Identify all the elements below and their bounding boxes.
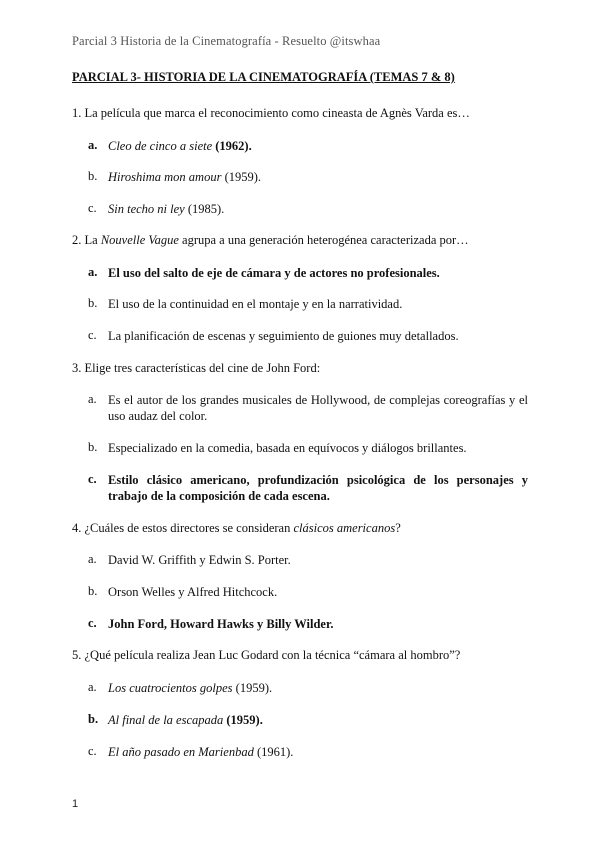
option-text: Especializado en la comedia, basada en equívocos y diálogos brillantes. [108,441,467,455]
film-title: Sin techo ni ley [108,202,185,216]
option-text: El uso de la continuidad en el montaje y en la narratividad. [108,297,403,311]
question-4-option-a [88,552,528,568]
question-2-option-b [88,296,528,312]
film-year: (1985). [184,202,225,216]
option-letter: b. [88,584,98,598]
question-1-option-c [88,201,528,217]
film-year: (1962). [212,139,252,153]
question-4-option-c [88,616,528,632]
film-title: Hiroshima mon amour [108,170,222,184]
prompt-text: ? [395,521,401,535]
option-letter: b. [88,169,98,183]
question-2-prompt [72,233,532,248]
option-letter: a. [88,552,97,566]
option-letter: a. [88,392,97,406]
question-1-option-b [88,169,528,185]
option-text [108,712,528,728]
option-text: Orson Welles y Alfred Hitchcock. [108,585,278,599]
film-year: (1959). [221,170,262,184]
prompt-italic: clásicos americanos [293,521,396,535]
option-text: Es el autor de los grandes musicales de Hollywood, de complejas coreografías y el uso audaz del color. [108,393,528,423]
page-number: 1 [72,798,79,810]
prompt-text: 2. La [72,233,101,247]
question-3-option-b [88,440,528,456]
option-letter: b. [88,296,98,310]
option-letter: c. [88,616,97,630]
option-letter: a. [88,138,98,152]
prompt-text: agrupa a una generación heterogénea caracterizada por… [178,233,469,247]
question-3-prompt: 3. Elige tres características del cine de John Ford: [72,361,321,375]
question-5-option-c [88,744,528,760]
film-title: El año pasado en Marienbad [108,745,254,759]
option-text: Estilo clásico americano, profundización psicológica de los personajes y trabajo de la composición de cada escena. [108,473,528,503]
question-5-option-a [88,680,528,696]
running-header: Parcial 3 Historia de la Cinematografía - Resuelto @itswhaa [72,34,381,48]
question-5-option-b [88,712,528,728]
film-year: (1961). [253,745,294,759]
option-text [108,201,528,217]
option-letter: a. [88,680,97,694]
question-1-prompt: 1. La película que marca el reconocimiento como cineasta de Agnès Varda es… [72,106,470,120]
question-2-option-c [88,328,528,344]
question-4-prompt [72,521,532,536]
option-text: La planificación de escenas y seguimiento de guiones muy detallados. [108,329,459,343]
film-title: Los cuatrocientos golpes [108,681,233,695]
option-text: El uso del salto de eje de cámara y de actores no profesionales. [108,266,440,280]
document-title: PARCIAL 3- HISTORIA DE LA CINEMATOGRAFÍA (TEMAS 7 & 8) [72,70,455,84]
option-letter: a. [88,265,98,279]
option-text [108,744,528,760]
question-5-prompt: 5. ¿Qué película realiza Jean Luc Godard con la técnica “cámara al hombro”? [72,648,461,662]
prompt-text: 4. ¿Cuáles de estos directores se consideran [72,521,294,535]
question-3-option-a [88,392,528,424]
film-title: Al final de la escapada [108,713,224,727]
film-year: (1959). [232,681,273,695]
option-letter: b. [88,712,99,726]
option-letter: c. [88,744,97,758]
option-letter: c. [88,328,97,342]
option-letter: b. [88,440,98,454]
option-text [108,138,528,154]
question-3-option-c [88,472,528,504]
option-text [108,169,528,185]
film-title: Cleo de cinco a siete [108,139,213,153]
option-letter: c. [88,201,97,215]
question-2-option-a [88,265,528,281]
option-letter: c. [88,472,97,486]
question-4-option-b [88,584,528,600]
film-year: (1959). [223,713,263,727]
question-1-option-a [88,138,528,154]
option-text: John Ford, Howard Hawks y Billy Wilder. [108,617,334,631]
prompt-italic: Nouvelle Vague [100,233,179,247]
option-text [108,680,528,696]
option-text: David W. Griffith y Edwin S. Porter. [108,553,291,567]
